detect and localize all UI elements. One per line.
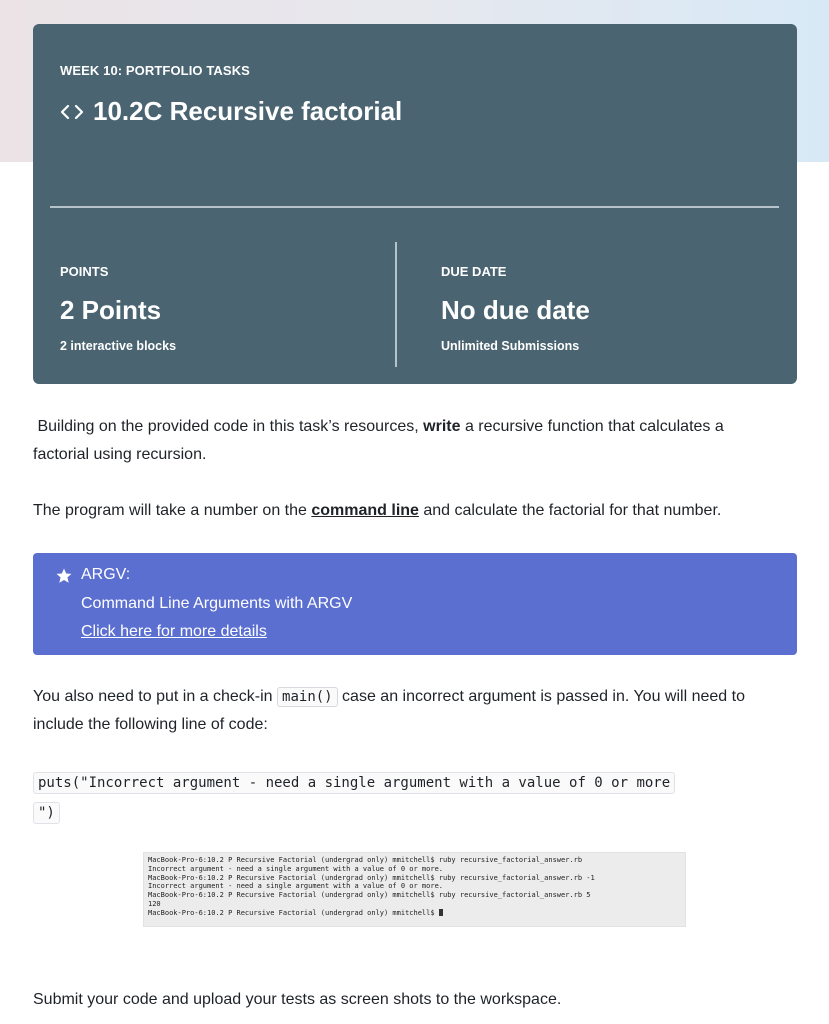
p3-text-a: You also need to put in a check-in	[33, 688, 278, 705]
check-paragraph	[33, 683, 793, 739]
submissions-sub: Unlimited Submissions	[441, 339, 580, 353]
command-line-paragraph	[33, 497, 793, 525]
task-title: 10.2C Recursive factorial	[93, 96, 403, 126]
intro-text-a: Building on the provided code in this task’s resources,	[37, 418, 424, 435]
code-snippet-line-2: ")	[33, 802, 60, 824]
stats-divider	[395, 242, 397, 367]
terminal-prompt: MacBook-Pro-6:10.2 P Recursive Factorial (undergrad only) mmitchell$	[148, 908, 439, 917]
argv-callout	[33, 553, 797, 655]
more-details-link[interactable]: Click here for more details	[81, 623, 267, 640]
callout-text: Command Line Arguments with ARGV	[81, 595, 353, 612]
due-date-label: DUE DATE	[441, 264, 507, 279]
main-inline-code: main()	[277, 687, 338, 707]
week-label: WEEK 10: PORTFOLIO TASKS	[60, 63, 250, 78]
due-date-stat	[441, 264, 590, 353]
terminal-line: Incorrect argument - need a single argument with a value of 0 or more.	[148, 882, 444, 891]
terminal-line: Incorrect argument - need a single argument with a value of 0 or more.	[148, 864, 444, 873]
points-stat	[60, 264, 176, 353]
terminal-last-line	[148, 909, 681, 918]
intro-line-2: factorial using recursion.	[33, 446, 207, 463]
points-value: 2 Points	[60, 295, 162, 325]
intro-line-1	[33, 413, 793, 441]
check-line-1	[33, 683, 793, 711]
terminal-line: MacBook-Pro-6:10.2 P Recursive Factorial (undergrad only) mmitchell$ ruby recursive_factorial_answer.rb 5	[148, 891, 591, 900]
terminal-line: MacBook-Pro-6:10.2 P Recursive Factorial (undergrad only) mmitchell$ ruby recursive_factorial_answer.rb	[148, 856, 583, 864]
terminal-line: 120	[148, 899, 161, 908]
p2-text-a: The program will take a number on the	[33, 502, 312, 519]
submit-paragraph: Submit your code and upload your tests as screen shots to the workspace.	[33, 991, 562, 1008]
intro-paragraph	[33, 413, 793, 469]
terminal-line: MacBook-Pro-6:10.2 P Recursive Factorial (undergrad only) mmitchell$ ruby recursive_factorial_answer.rb -1	[148, 873, 595, 882]
header-divider	[50, 206, 779, 208]
star-icon	[55, 567, 73, 585]
title-row	[60, 96, 402, 127]
terminal-cursor	[439, 909, 443, 916]
code-snippet-line-1: puts("Incorrect argument - need a single argument with a value of 0 or more	[33, 772, 675, 794]
p3-text-b: case an incorrect argument is passed in. You will need to	[337, 688, 745, 705]
task-header-card	[33, 24, 797, 384]
callout-title: ARGV:	[81, 566, 131, 583]
points-label: POINTS	[60, 264, 109, 279]
command-line-link[interactable]: command line	[311, 502, 419, 519]
code-brackets-icon	[60, 103, 84, 121]
due-date-value: No due date	[441, 295, 590, 325]
points-sub: 2 interactive blocks	[60, 339, 177, 353]
terminal-screenshot	[143, 852, 686, 927]
p2-text-b: and calculate the factorial for that number.	[418, 502, 722, 519]
check-line-2: include the following line of code:	[33, 716, 268, 733]
intro-bold: write	[423, 418, 461, 435]
intro-text-b: a recursive function that calculates a	[460, 418, 724, 435]
